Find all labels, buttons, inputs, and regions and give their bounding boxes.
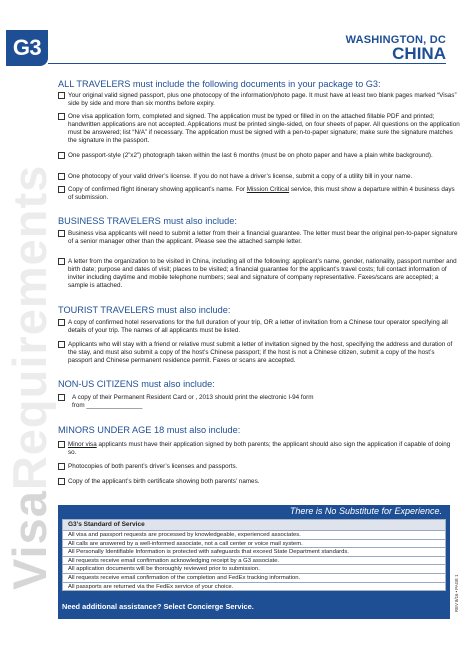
- checkbox[interactable]: [58, 186, 65, 193]
- checklist-item-business-letter: [58, 230, 460, 246]
- checkbox[interactable]: [58, 478, 65, 485]
- section-title-minors: MINORS UNDER AGE 18 must also include:: [58, 425, 241, 435]
- checklist-item-parent-signatures: [58, 441, 460, 457]
- checkbox[interactable]: [58, 463, 65, 470]
- checklist-item-parent-documents: [58, 463, 460, 471]
- section-title-tourist: TOURIST TRAVELERS must also include:: [58, 305, 231, 315]
- checkbox[interactable]: [58, 394, 65, 401]
- item-text: Business visa applicants will need to submit a letter from their a financial guarantee. The letter must bear the original pen-to-paper signature of a senior manager other than the applicant. Please see the attached sample letter.: [68, 230, 458, 246]
- item-text: One passport-style (2”x2”) photograph taken within the last 6 months (must be on photo paper and have a plain white background).: [68, 152, 433, 159]
- checkbox[interactable]: [58, 319, 65, 326]
- item-text: One photocopy of your valid driver’s license. If you do not have a driver’s license, submit a copy of a utility bill in your name.: [68, 173, 413, 180]
- checklist-item-drivers-license: [58, 173, 460, 181]
- service-row: All passports are returned via the FedEx service of your choice.: [63, 582, 445, 591]
- checklist-item-photograph: [58, 152, 460, 160]
- checklist-item-application-form: [58, 113, 460, 145]
- checklist-item-host-invitation: [58, 341, 460, 365]
- watermark-word-requirements: Requirements: [3, 164, 56, 491]
- watermark-text: [2, 165, 57, 590]
- destination-city: WASHINGTON, DC: [345, 34, 446, 46]
- checkbox[interactable]: [58, 341, 65, 348]
- item-text: A copy of confirmed hotel reservations for the full duration of your trip, OR a letter of invitation from a Chinese tour operator specifying all details of your trip. The names of all applicants must be listed.: [68, 319, 448, 335]
- minor-visa-link[interactable]: Minor visa: [68, 441, 97, 448]
- checklist-item-hotel-reservations: [58, 319, 460, 335]
- checklist-item-permanent-resident: [58, 394, 318, 410]
- item-text: One visa application form, completed and signed. The application must be typed or filled in on the attached fillable PDF and printed; handwritten applications are not accepted. Applications must be printed single-sided, on four sheets of paper. All questions on the application must be answered; list “N/A” if necessary. The application must be signed with a pen-to-paper signature; make sure the signature matches the signature in the passport.: [68, 113, 460, 145]
- item-text-part: service, this must show a departure within 4 business days of submission.: [68, 186, 455, 202]
- concierge-assistance-text: Need additional assistance? Select Concierge Service.: [62, 602, 254, 611]
- item-text: Applicants who will stay with a friend or relative must submit a letter of invitation signed by the host, specifying the address and duration of the stay, and must also submit a copy of the host’s Chinese passport; if the host is not a Chinese citizen, submit a copy of the host’s passport and Chinese permanent residence permit. Faxes or scans are accepted.: [68, 341, 453, 365]
- watermark-word-visa: Visa: [3, 490, 56, 590]
- service-row: All requests receive email confirmation of the completion and FedEx tracking information.: [63, 573, 445, 582]
- standard-of-service-title: G3’s Standard of Service: [63, 520, 445, 530]
- checkbox[interactable]: [58, 258, 65, 265]
- experience-banner: There is No Substitute for Experience.: [58, 505, 450, 517]
- checkbox[interactable]: [58, 152, 65, 159]
- destination-country: CHINA: [392, 44, 446, 63]
- section-title-business: BUSINESS TRAVELERS must also include:: [58, 216, 237, 226]
- checklist-item-passport: [58, 92, 460, 108]
- checkbox[interactable]: [58, 92, 65, 99]
- item-text: [58, 186, 460, 202]
- item-text-part: Copy of confirmed flight itinerary showing applicant’s name. For: [68, 186, 247, 193]
- service-row: All calls are answered by a well-informed associate, not a call center or voice mail system.: [63, 539, 445, 548]
- g3-logo: [6, 30, 48, 66]
- section-title-all-travelers: ALL TRAVELERS must include the following documents in your package to G3:: [58, 79, 381, 89]
- checklist-item-birth-certificate: [58, 478, 460, 486]
- revision-text: REV 8/16 • PAGE 1: [454, 574, 459, 612]
- checkbox[interactable]: [58, 173, 65, 180]
- mission-critical-link[interactable]: Mission Critical: [246, 186, 290, 193]
- destination-header: [346, 34, 446, 64]
- checkbox[interactable]: [58, 441, 65, 448]
- service-row: All requests receive email confirmation acknowledging receipt by a G3 associate.: [63, 556, 445, 565]
- service-row: All Personally Identifiable Information is protected with safeguards that exceed State Department standards.: [63, 547, 445, 556]
- item-text: A letter from the organization to be visited in China, including all of the following: applicant’s name, gender, nationality, passport number and birth date; purpose and dates of visit; places to be visited; a financial guarantee for the applicant’s travel costs; full contact information of inviter including daytime and mobile telephone numbers; seal and signature of company representative. Faxes/scans are accepted; a sample is attached.: [68, 258, 457, 290]
- item-text-part: applicants must have their application signed by both parents; the applicant should also sign the application if capable of doing so.: [68, 441, 451, 457]
- service-row: All application documents will be thoroughly reviewed prior to submission.: [63, 564, 445, 573]
- item-text: [58, 441, 460, 457]
- checkbox[interactable]: [58, 230, 65, 237]
- checklist-item-flight-itinerary: [58, 186, 460, 202]
- standard-of-service-table: [62, 519, 446, 591]
- checkbox[interactable]: [58, 113, 65, 120]
- service-row: All visa and passport requests are processed by knowledgeable, experienced associates.: [63, 530, 445, 539]
- item-text: Photocopies of both parent’s driver’s licenses and passports.: [68, 463, 238, 470]
- checklist-item-invitation-letter: [58, 258, 460, 290]
- section-title-non-us: NON-US CITIZENS must also include:: [58, 379, 215, 389]
- g3-logo-text: G3: [12, 35, 42, 60]
- item-text: Your original valid signed passport, plus one photocopy of the information/photo page. It must have at least two blank pages marked “Visas” side by side and more than six months before expiry.: [68, 92, 457, 108]
- item-text: A copy of their Permanent Resident Card or , 2013 should print the electronic I-94 form from ________________: [72, 394, 314, 410]
- item-text: Copy of the applicant’s birth certificate showing both parents’ names.: [68, 478, 260, 485]
